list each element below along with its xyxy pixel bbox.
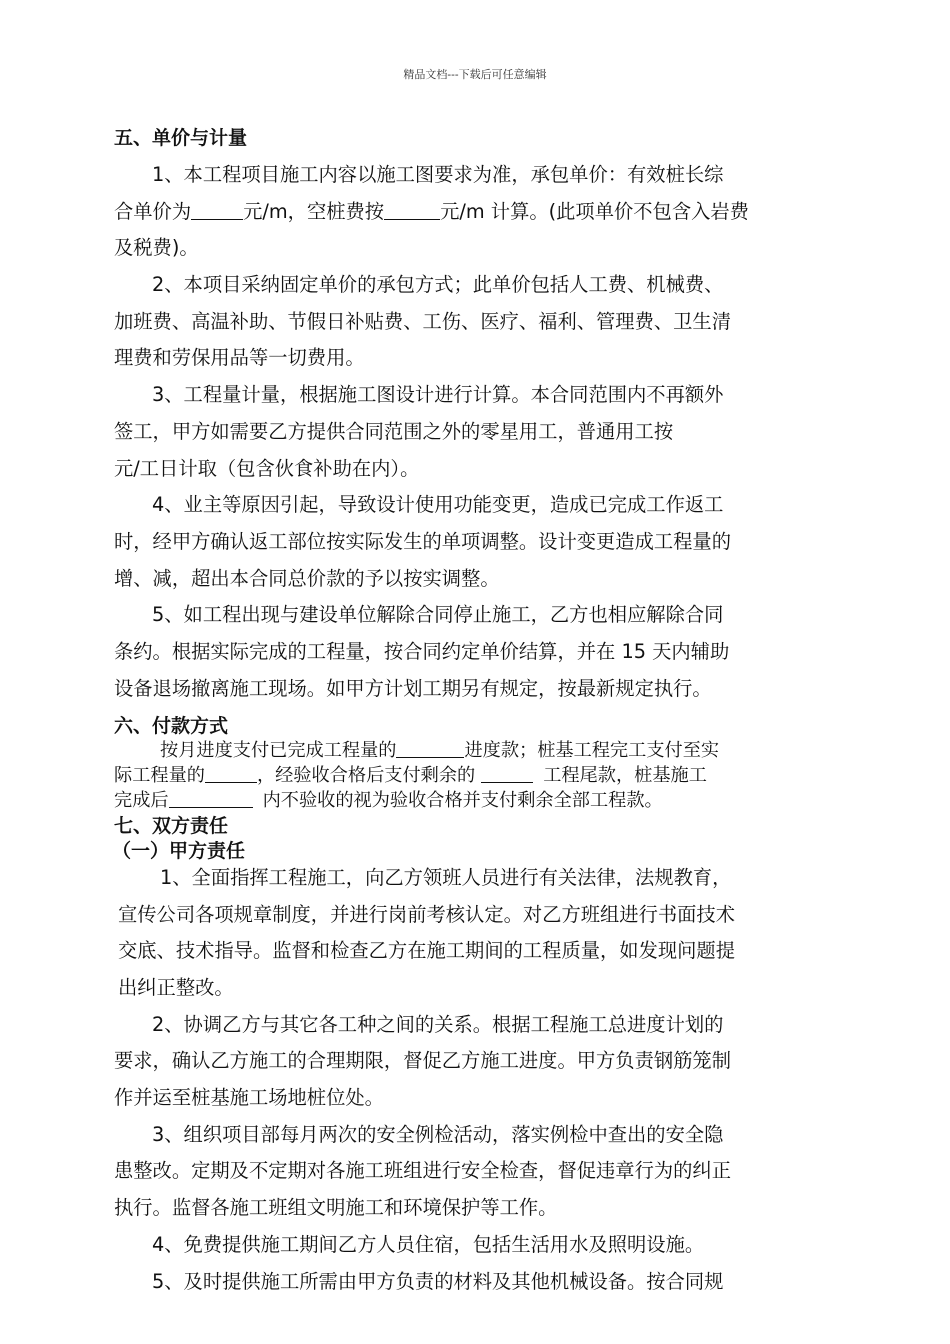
s5-p4-line3: 增、减，超出本合同总价款的予以按实调整。: [114, 567, 500, 590]
blank-acceptance-period: [169, 788, 253, 808]
s5-p2-line3: 理费和劳保用品等一切费用。: [114, 346, 365, 369]
s7-p2-line1: 2、协调乙方与其它各工种之间的关系。根据工程施工总进度计划的: [152, 1013, 724, 1036]
section-6-title: 六、付款方式: [114, 715, 229, 737]
s5-p3-line2: 签工，甲方如需要乙方提供合同范围之外的零星用工，普通用工按: [114, 420, 674, 443]
s5-p3-line3: 元/工日计取（包含伙食补助在内）。: [114, 457, 420, 480]
section-5-title: 五、单价与计量: [114, 127, 248, 149]
s6-line2: 际工程量的 ，经验收合格后支付剩余的 工程尾款，桩基施工: [114, 765, 707, 786]
section-7-sub-a: （一）甲方责任: [112, 840, 246, 862]
s7-p3-line1: 3、组织项目部每月两次的安全例检活动，落实例检中查出的安全隐: [152, 1123, 724, 1146]
s5-p1-line1: 1、本工程项目施工内容以施工图要求为准，承包单价：有效桩长综: [152, 163, 724, 186]
s7-p1-line3: 交底、技术指导。监督和检查乙方在施工期间的工程质量，如发现问题提: [118, 939, 735, 962]
s7-p1-line2: 宣传公司各项规章制度，并进行岗前考核认定。对乙方班组进行书面技术: [118, 903, 735, 926]
s7-p3-line2: 患整改。定期及不定期对各施工班组进行安全检查，督促违章行为的纠正: [114, 1159, 731, 1182]
s7-p1-line4: 出纠正整改。: [118, 976, 234, 999]
blank-final-pct: [481, 763, 533, 783]
s7-p3-line3: 执行。监督各施工班组文明施工和环境保护等工作。: [114, 1196, 558, 1219]
s7-p2-line2: 要求，确认乙方施工的合理期限，督促乙方施工进度。甲方负责钢筋笼制: [114, 1049, 731, 1072]
page-header: 精品文档---下载后可任意编辑: [403, 68, 547, 81]
s7-p2-line3: 作并运至桩基施工场地桩位处。: [114, 1086, 384, 1109]
s5-p5-line1: 5、如工程出现与建设单位解除合同停止施工，乙方也相应解除合同: [152, 603, 724, 626]
s5-p2-line1: 2、本项目采纳固定单价的承包方式；此单价包括人工费、机械费、: [152, 273, 724, 296]
section-7-title: 七、双方责任: [114, 815, 229, 837]
blank-empty-pile-price: [384, 199, 440, 220]
s5-p1-line3: 及税费)。: [114, 236, 199, 259]
s7-p5-line1: 5、及时提供施工所需由甲方负责的材料及其他机械设备。按合同规: [152, 1270, 724, 1293]
s6-line3: 完成后 内不验收的视为验收合格并支付剩余全部工程款。: [114, 790, 663, 811]
s6-line1: 按月进度支付已完成工程量的 进度款；桩基工程完工支付至实: [160, 740, 720, 761]
blank-unit-price: [191, 199, 243, 220]
s7-p1-line1: 1、全面指挥工程施工，向乙方领班人员进行有关法律，法规教育，: [160, 866, 732, 889]
blank-progress-pct: [396, 738, 464, 758]
blank-completion-pct: [205, 763, 257, 783]
s5-p5-line2: 条约。根据实际完成的工程量，按合同约定单价结算，并在 15 天内辅助: [114, 640, 730, 663]
s7-p4-line1: 4、免费提供施工期间乙方人员住宿，包括生活用水及照明设施。: [152, 1233, 705, 1256]
s5-p5-line3: 设备退场撤离施工现场。如甲方计划工期另有规定，按最新规定执行。: [114, 677, 712, 700]
s5-p1-line2: 合单价为 元/m，空桩费按 元/m 计算。(此项单价不包含入岩费: [114, 200, 749, 223]
s5-p4-line1: 4、业主等原因引起，导致设计使用功能变更，造成已完成工作返工: [152, 493, 724, 516]
s5-p2-line2: 加班费、高温补助、节假日补贴费、工伤、医疗、福利、管理费、卫生清: [114, 310, 731, 333]
s5-p3-line1: 3、工程量计量，根据施工图设计进行计算。本合同范围内不再额外: [152, 383, 724, 406]
s5-p4-line2: 时，经甲方确认返工部位按实际发生的单项调整。设计变更造成工程量的: [114, 530, 731, 553]
